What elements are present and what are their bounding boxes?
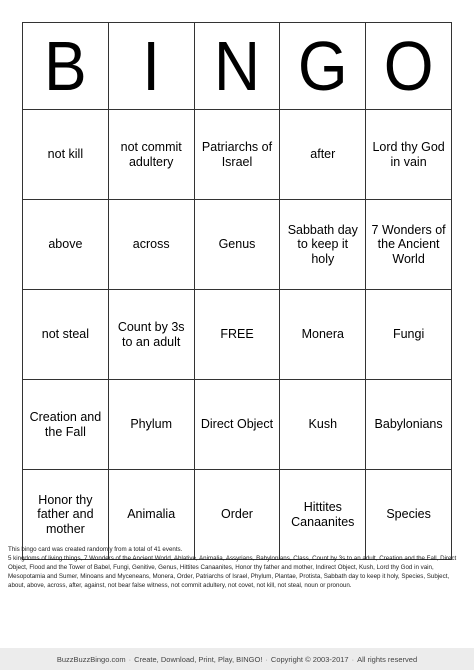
bingo-cell: Direct Object — [194, 380, 280, 470]
header-letter-b: B — [23, 23, 109, 110]
separator: · — [265, 654, 268, 664]
bingo-cell: Creation and the Fall — [23, 380, 109, 470]
bingo-cell: Hittites Canaanites — [280, 470, 366, 560]
bingo-cell: above — [23, 200, 109, 290]
separator: · — [128, 654, 132, 664]
bingo-cell: Phylum — [108, 380, 194, 470]
bingo-cell: Count by 3s to an adult — [108, 290, 194, 380]
rights-text: All rights reserved — [357, 654, 418, 664]
header-letter-n: N — [194, 23, 280, 110]
bingo-cell: Order — [194, 470, 280, 560]
bingo-cell: Lord thy God in vain — [366, 110, 452, 200]
bingo-row-1 — [23, 110, 452, 200]
bingo-cell: Kush — [280, 380, 366, 470]
bingo-cell: across — [108, 200, 194, 290]
bingo-cell: Animalia — [108, 470, 194, 560]
header-letter-g: G — [280, 23, 366, 110]
bingo-cell: not commit adultery — [108, 110, 194, 200]
header-letter-i: I — [108, 23, 194, 110]
footnote-event-list: 5 kingdoms of living things, 7 Wonders of the Ancient World, Ablative, Animalia, Assyrians, Babylonians, Class, Count by 3s to an adult, Creation and the Fall, Direct Object, Flood and the Tower of Babel, Fungi, Genitive, Genus, Hittites Canaanites, Honor thy father and mother, Indirect Object, Kush, Lord thy God in vain, Mesopotamia and Sumer, Minoans and Myceneans, Monera, Order, Patriarchs of Israel, Phylum, Plantae, Protista, Sabbath day to keep it holy, Species, Subject, about, above, across, after, against, not bear false witness, not commit adultery, not covet, not kill, not steal, noun or pronoun. — [8, 554, 457, 589]
bingo-cell: not steal — [23, 290, 109, 380]
bingo-cell: Species — [366, 470, 452, 560]
footnote-intro: This bingo card was created randomly from a total of 41 events. — [8, 546, 183, 553]
copyright-text: Copyright © 2003-2017 — [270, 654, 349, 664]
bingo-free-space: FREE — [194, 290, 280, 380]
bingo-row-3 — [23, 290, 452, 380]
site-name: BuzzBuzzBingo.com — [56, 654, 126, 664]
bingo-row-4 — [23, 380, 452, 470]
bingo-cell: Honor thy father and mother — [23, 470, 109, 560]
bingo-cell: Sabbath day to keep it holy — [280, 200, 366, 290]
card-footnote — [8, 546, 468, 591]
bingo-cell: not kill — [23, 110, 109, 200]
site-footer-bar — [0, 648, 474, 670]
bingo-cell: Monera — [280, 290, 366, 380]
bingo-cell: Babylonians — [366, 380, 452, 470]
separator: · — [351, 654, 355, 664]
site-tagline: Create, Download, Print, Play, BINGO! — [134, 654, 263, 664]
bingo-cell: Genus — [194, 200, 280, 290]
bingo-row-2 — [23, 200, 452, 290]
bingo-cell: after — [280, 110, 366, 200]
bingo-cell: Fungi — [366, 290, 452, 380]
bingo-cell: 7 Wonders of the Ancient World — [366, 200, 452, 290]
bingo-card — [22, 22, 452, 560]
header-letter-o: O — [366, 23, 452, 110]
bingo-cell: Patriarchs of Israel — [194, 110, 280, 200]
bingo-header-row — [23, 23, 452, 110]
